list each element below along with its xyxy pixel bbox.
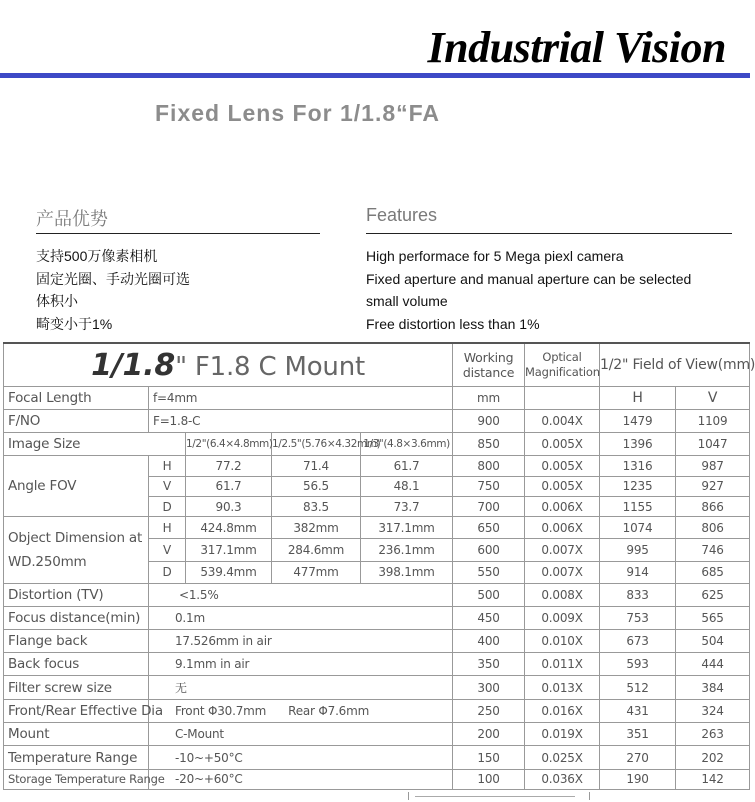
fov-h-cell: 1479 bbox=[600, 410, 676, 433]
mag-cell: 0.007X bbox=[525, 539, 600, 561]
wd-cell: 350 bbox=[453, 652, 525, 675]
mag-cell: 0.013X bbox=[525, 675, 600, 699]
wd-cell: 600 bbox=[453, 539, 525, 561]
wd-cell: 200 bbox=[453, 723, 525, 746]
mag-cell: 0.005X bbox=[525, 476, 600, 496]
wd-cell: 400 bbox=[453, 629, 525, 652]
mag-cell: 0.009X bbox=[525, 606, 600, 629]
image-size-cell: 1/2"(6.4×4.8mm) bbox=[186, 433, 272, 456]
image-size-cell: 1/2.5"(5.76×4.32mm) bbox=[272, 433, 361, 456]
fov-h-cell: 1235 bbox=[600, 476, 676, 496]
advantages-list bbox=[36, 245, 190, 335]
mag-cell: 0.025X bbox=[525, 746, 600, 769]
feature-item: High performace for 5 Mega piexl camera bbox=[366, 248, 624, 264]
feature-item: small volume bbox=[366, 293, 448, 309]
mag-cell: 0.007X bbox=[525, 561, 600, 583]
dimension-cell: 317.1mm bbox=[186, 539, 272, 561]
fno-label: F/NO bbox=[4, 410, 149, 433]
magnification-header: Optical Magnification bbox=[525, 343, 600, 387]
dimension-cell: 539.4mm bbox=[186, 561, 272, 583]
image-size-label: Image Size bbox=[4, 433, 186, 456]
fov-v-cell: 324 bbox=[676, 700, 750, 723]
wd-cell: 750 bbox=[453, 476, 525, 496]
advantage-item: 固定光圈、手动光圈可选 bbox=[36, 270, 190, 287]
wd-cell: 100 bbox=[453, 769, 525, 789]
object-dimension-label: Object Dimension at WD.250mm bbox=[4, 517, 149, 583]
fov-h-cell: 190 bbox=[600, 769, 676, 789]
angle-cell: 83.5 bbox=[272, 496, 361, 516]
fov-h-cell: 995 bbox=[600, 539, 676, 561]
features-list bbox=[366, 245, 691, 335]
angle-cell: 56.5 bbox=[272, 476, 361, 496]
effective-dia-value: Front Φ30.7mm Rear Φ7.6mm bbox=[149, 700, 453, 723]
features-heading: Features bbox=[366, 205, 438, 225]
wd-cell: 500 bbox=[453, 583, 525, 606]
fov-h-cell: 1074 bbox=[600, 517, 676, 539]
mag-cell: 0.036X bbox=[525, 769, 600, 789]
fov-h-cell: 673 bbox=[600, 629, 676, 652]
mag-cell: 0.006X bbox=[525, 517, 600, 539]
mag-cell: 0.011X bbox=[525, 652, 600, 675]
fov-v-cell: 263 bbox=[676, 723, 750, 746]
focus-distance-label: Focus distance(min) bbox=[4, 606, 149, 629]
fov-h-cell: 914 bbox=[600, 561, 676, 583]
angle-cell: 77.2 bbox=[186, 456, 272, 476]
advantages-heading: 产品优势 bbox=[36, 209, 108, 229]
dimension-cell: 477mm bbox=[272, 561, 361, 583]
fov-v-cell: 806 bbox=[676, 517, 750, 539]
wd-cell: 250 bbox=[453, 700, 525, 723]
mag-cell: 0.006X bbox=[525, 496, 600, 516]
axis-label: V bbox=[149, 476, 186, 496]
fov-h-cell: 270 bbox=[600, 746, 676, 769]
distortion-value: <1.5% bbox=[149, 583, 453, 606]
fov-v-cell: 202 bbox=[676, 746, 750, 769]
mag-cell: 0.010X bbox=[525, 629, 600, 652]
axis-label: H bbox=[149, 456, 186, 476]
angle-cell: 73.7 bbox=[361, 496, 453, 516]
temperature-label: Temperature Range bbox=[4, 746, 149, 769]
feature-item: Fixed aperture and manual aperture can be selected bbox=[366, 270, 692, 287]
fov-v-cell: 1109 bbox=[676, 410, 750, 433]
angle-cell: 61.7 bbox=[186, 476, 272, 496]
mount-label: Mount bbox=[4, 723, 149, 746]
advantage-item: 体积小 bbox=[36, 293, 78, 309]
effective-dia-label: Front/Rear Effective Dia bbox=[4, 700, 149, 723]
fov-v-cell: 142 bbox=[676, 769, 750, 789]
dimension-cell: 382mm bbox=[272, 517, 361, 539]
advantage-item: 畸变小于1% bbox=[36, 315, 113, 332]
fov-v-cell: 384 bbox=[676, 675, 750, 699]
angle-cell: 71.4 bbox=[272, 456, 361, 476]
filter-screw-value: 无 bbox=[149, 675, 453, 699]
mag-cell: 0.005X bbox=[525, 456, 600, 476]
feature-item: Free distortion less than 1% bbox=[366, 315, 540, 332]
fov-h-cell: 833 bbox=[600, 583, 676, 606]
fov-v-cell: 1047 bbox=[676, 433, 750, 456]
mag-cell: 0.016X bbox=[525, 700, 600, 723]
fno-value: F=1.8-C bbox=[149, 410, 453, 433]
fov-v-cell: 987 bbox=[676, 456, 750, 476]
wd-cell: 450 bbox=[453, 606, 525, 629]
image-size-cell: 1/3"(4.8×3.6mm) bbox=[361, 433, 453, 456]
fov-v-cell: 625 bbox=[676, 583, 750, 606]
storage-temperature-label: Storage Temperature Range bbox=[4, 769, 149, 789]
fov-h-cell: 512 bbox=[600, 675, 676, 699]
fov-v-cell: 444 bbox=[676, 652, 750, 675]
dimension-cell: 317.1mm bbox=[361, 517, 453, 539]
back-focus-value: 9.1mm in air bbox=[149, 652, 453, 675]
wd-cell: 700 bbox=[453, 496, 525, 516]
fov-h-header: H bbox=[600, 387, 676, 410]
mag-cell: 0.019X bbox=[525, 723, 600, 746]
angle-cell: 61.7 bbox=[361, 456, 453, 476]
fov-h-cell: 593 bbox=[600, 652, 676, 675]
mag-cell: 0.004X bbox=[525, 410, 600, 433]
working-distance-header: Working distance bbox=[453, 343, 525, 387]
dimension-cell: 284.6mm bbox=[272, 539, 361, 561]
focus-distance-value: 0.1m bbox=[149, 606, 453, 629]
fov-h-cell: 753 bbox=[600, 606, 676, 629]
lens-model-header: 1/1.8" F1.8 C Mount bbox=[4, 343, 453, 387]
fov-v-cell: 927 bbox=[676, 476, 750, 496]
flange-back-value: 17.526mm in air bbox=[149, 629, 453, 652]
fov-h-cell: 1316 bbox=[600, 456, 676, 476]
advantages-divider bbox=[36, 233, 320, 234]
wd-cell: 150 bbox=[453, 746, 525, 769]
mag-cell: 0.008X bbox=[525, 583, 600, 606]
filter-screw-label: Filter screw size bbox=[4, 675, 149, 699]
fov-v-cell: 866 bbox=[676, 496, 750, 516]
product-subtitle: Fixed Lens For 1/1.8“FA bbox=[155, 100, 441, 126]
header-divider bbox=[0, 73, 750, 78]
wd-cell: 650 bbox=[453, 517, 525, 539]
back-focus-label: Back focus bbox=[4, 652, 149, 675]
fov-v-cell: 746 bbox=[676, 539, 750, 561]
fov-v-header: V bbox=[676, 387, 750, 410]
wd-cell: 550 bbox=[453, 561, 525, 583]
wd-cell: 300 bbox=[453, 675, 525, 699]
fov-h-cell: 351 bbox=[600, 723, 676, 746]
mag-cell: 0.005X bbox=[525, 433, 600, 456]
wd-cell: 900 bbox=[453, 410, 525, 433]
fov-header: 1/2" Field of View(mm) bbox=[600, 343, 750, 387]
axis-label: H bbox=[149, 517, 186, 539]
bottom-dimension-mark bbox=[408, 792, 590, 800]
dimension-cell: 398.1mm bbox=[361, 561, 453, 583]
magnification-unit-blank bbox=[525, 387, 600, 410]
angle-fov-label: Angle FOV bbox=[4, 456, 149, 517]
distortion-label: Distortion (TV) bbox=[4, 583, 149, 606]
page-title: Industrial Vision bbox=[427, 23, 726, 72]
focal-length-label: Focal Length bbox=[4, 387, 149, 410]
mount-value: C-Mount bbox=[149, 723, 453, 746]
advantage-item: 支持500万像素相机 bbox=[36, 248, 158, 264]
fov-v-cell: 565 bbox=[676, 606, 750, 629]
wd-cell: 800 bbox=[453, 456, 525, 476]
angle-cell: 48.1 bbox=[361, 476, 453, 496]
axis-label: D bbox=[149, 496, 186, 516]
axis-label: V bbox=[149, 539, 186, 561]
wd-cell: 850 bbox=[453, 433, 525, 456]
dimension-cell: 424.8mm bbox=[186, 517, 272, 539]
temperature-value: -10~+50°C bbox=[149, 746, 453, 769]
fov-v-cell: 685 bbox=[676, 561, 750, 583]
spec-table bbox=[3, 342, 755, 790]
angle-cell: 90.3 bbox=[186, 496, 272, 516]
storage-temperature-value: -20~+60°C bbox=[149, 769, 453, 789]
fov-h-cell: 1155 bbox=[600, 496, 676, 516]
features-divider bbox=[366, 233, 732, 234]
fov-h-cell: 431 bbox=[600, 700, 676, 723]
dimension-cell: 236.1mm bbox=[361, 539, 453, 561]
axis-label: D bbox=[149, 561, 186, 583]
fov-h-cell: 1396 bbox=[600, 433, 676, 456]
fov-v-cell: 504 bbox=[676, 629, 750, 652]
flange-back-label: Flange back bbox=[4, 629, 149, 652]
wd-unit: mm bbox=[453, 387, 525, 410]
focal-length-value: f=4mm bbox=[149, 387, 453, 410]
